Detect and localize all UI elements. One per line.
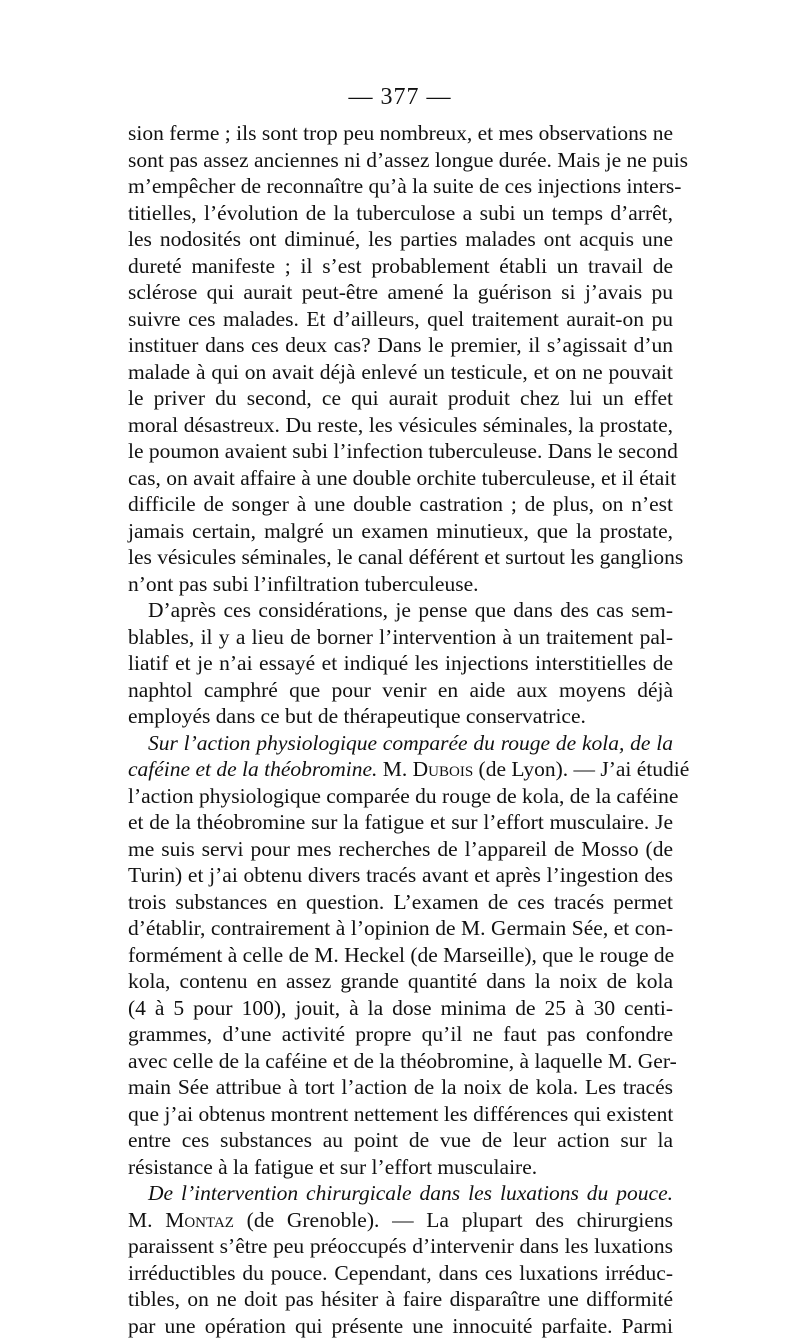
text-line: employés dans ce but de thérapeutique conservatrice. <box>128 703 673 730</box>
text-line: dureté manifeste ; il s’est probablement établi un travail de <box>128 253 673 280</box>
text-line: tibles, on ne doit pas hésiter à faire disparaître une difformité <box>128 1286 673 1313</box>
text-line: résistance à la fatigue et sur l’effort musculaire. <box>128 1154 673 1181</box>
author-name: Montaz <box>165 1208 234 1232</box>
paragraph-tuberculosis-conclusion <box>128 120 673 597</box>
section-title: De l’intervention chirurgicale dans les luxations du pouce. <box>128 1180 673 1207</box>
text-line: Turin) et j’ai obtenu divers tracés avant et après l’ingestion des <box>128 862 673 889</box>
text-line: m’empêcher de reconnaître qu’à la suite de ces injections inters- <box>128 173 673 200</box>
text-line: entre ces substances au point de vue de leur action sur la <box>128 1127 673 1154</box>
text-line: main Sée attribue à tort l’action de la noix de kola. Les tracés <box>128 1074 673 1101</box>
page-number: — 377 — <box>0 84 800 111</box>
author-prefix: M. <box>377 757 412 781</box>
text-line: formément à celle de M. Heckel (de Marseille), que le rouge de <box>128 942 673 969</box>
text-line: n’ont pas subi l’infiltration tuberculeuse. <box>128 571 673 598</box>
text-line: difficile de songer à une double castration ; de plus, on n’est <box>128 491 673 518</box>
text-line: naphtol camphré que pour venir en aide aux moyens déjà <box>128 677 673 704</box>
text-line: D’après ces considérations, je pense que dans des cas sem- <box>128 597 673 624</box>
text-line: me suis servi pour mes recherches de l’appareil de Mosso (de <box>128 836 673 863</box>
author-name: Dubois <box>413 757 474 781</box>
author-rest: (de Grenoble). — La plupart des chirurgiens <box>234 1208 673 1232</box>
text-line: liatif et je n’ai essayé et indiqué les injections interstitielles de <box>128 650 673 677</box>
section-title: Sur l’action physiologique comparée du rouge de kola, de la <box>128 730 673 757</box>
text-line: sont pas assez anciennes ni d’assez longue durée. Mais je ne puis <box>128 147 673 174</box>
text-line: avec celle de la caféine et de la théobromine, à laquelle M. Ger- <box>128 1048 673 1075</box>
text-line: titielles, l’évolution de la tuberculose a subi un temps d’arrêt, <box>128 200 673 227</box>
text-line: jamais certain, malgré un examen minutieux, que la prostate, <box>128 518 673 545</box>
text-line: sion ferme ; ils sont trop peu nombreux, et mes observations ne <box>128 120 673 147</box>
text-line: le poumon avaient subi l’infection tuberculeuse. Dans le second <box>128 438 673 465</box>
body-text <box>128 120 673 1339</box>
text-line: par une opération qui présente une innocuité parfaite. Parmi <box>128 1313 673 1339</box>
text-line: d’établir, contrairement à l’opinion de M. Germain Sée, et con- <box>128 915 673 942</box>
text-line: instituer dans ces deux cas? Dans le premier, il s’agissait d’un <box>128 332 673 359</box>
author-rest: (de Lyon). — J’ai étudié <box>473 757 689 781</box>
text-line: (4 à 5 pour 100), jouit, à la dose minima de 25 à 30 centi- <box>128 995 673 1022</box>
author-prefix: M. <box>128 1208 165 1232</box>
text-line: l’action physiologique comparée du rouge de kola, de la caféine <box>128 783 673 810</box>
text-line: trois substances en question. L’examen de ces tracés permet <box>128 889 673 916</box>
text-line: blables, il y a lieu de borner l’intervention à un traitement pal- <box>128 624 673 651</box>
title-author-line <box>128 1207 673 1234</box>
text-line: malade à qui on avait déjà enlevé un testicule, et on ne pouvait <box>128 359 673 386</box>
title-author-line <box>128 756 673 783</box>
paragraph-considerations <box>128 597 673 730</box>
text-line: irréductibles du pouce. Cependant, dans ces luxations irréduc- <box>128 1260 673 1287</box>
text-line: le priver du second, ce qui aurait produit chez lui un effet <box>128 385 673 412</box>
text-line: suivre ces malades. Et d’ailleurs, quel traitement aurait-on pu <box>128 306 673 333</box>
text-line: paraissent s’être peu préoccupés d’intervenir dans les luxations <box>128 1233 673 1260</box>
text-line: les nodosités ont diminué, les parties malades ont acquis une <box>128 226 673 253</box>
paragraph-thumb-luxation <box>128 1180 673 1339</box>
text-line: kola, contenu en assez grande quantité dans la noix de kola <box>128 968 673 995</box>
text-line: moral désastreux. Du reste, les vésicules séminales, la prostate, <box>128 412 673 439</box>
section-title-continued: caféine et de la théobromine. <box>128 757 377 781</box>
paragraph-kola-study <box>128 730 673 1181</box>
text-line: cas, on avait affaire à une double orchite tuberculeuse, et il était <box>128 465 673 492</box>
text-line: sclérose qui aurait peut-être amené la guérison si j’avais pu <box>128 279 673 306</box>
text-line: que j’ai obtenus montrent nettement les différences qui existent <box>128 1101 673 1128</box>
text-line: et de la théobromine sur la fatigue et sur l’effort musculaire. Je <box>128 809 673 836</box>
text-line: grammes, d’une activité propre qu’il ne faut pas confondre <box>128 1021 673 1048</box>
text-line: les vésicules séminales, le canal déférent et surtout les ganglions <box>128 544 673 571</box>
